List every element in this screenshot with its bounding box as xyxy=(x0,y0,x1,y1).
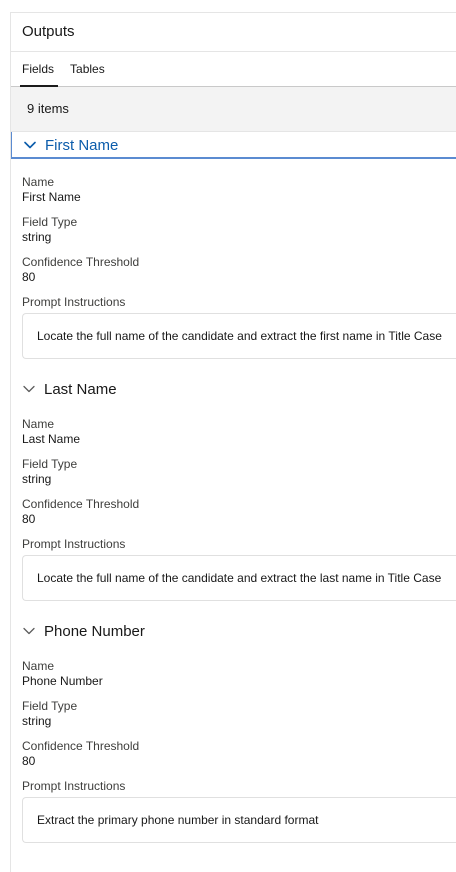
section-title: First Name xyxy=(45,136,119,154)
outputs-panel xyxy=(10,12,456,872)
field-value-field-type: string xyxy=(22,472,52,486)
field-label-confidence: Confidence Threshold xyxy=(22,739,140,753)
section-title: Phone Number xyxy=(44,622,145,640)
prompt-instructions-box: Locate the full name of the candidate and extract the first name in Title Case xyxy=(22,313,456,359)
section-last-name xyxy=(11,375,456,601)
section-title: Last Name xyxy=(44,380,117,398)
item-count: 9 items xyxy=(11,87,456,132)
section-first-name xyxy=(11,132,456,359)
field-value-field-type: string xyxy=(22,714,52,728)
chevron-down-icon xyxy=(22,624,36,638)
field-value-confidence: 80 xyxy=(22,754,36,768)
section-toggle-phone-number[interactable] xyxy=(11,617,456,645)
panel-title: Outputs xyxy=(11,13,456,52)
field-label-prompt: Prompt Instructions xyxy=(22,537,126,551)
field-value-name: Phone Number xyxy=(22,674,103,688)
field-label-prompt: Prompt Instructions xyxy=(22,295,126,309)
field-label-field-type: Field Type xyxy=(22,215,78,229)
field-label-name: Name xyxy=(22,417,55,431)
field-value-confidence: 80 xyxy=(22,512,36,526)
prompt-instructions-box: Locate the full name of the candidate and extract the last name in Title Case xyxy=(22,555,456,601)
field-value-confidence: 80 xyxy=(22,270,36,284)
field-label-prompt: Prompt Instructions xyxy=(22,779,126,793)
field-value-name: Last Name xyxy=(22,432,81,446)
tab-bar xyxy=(11,52,456,87)
tab-tables[interactable]: Tables xyxy=(70,62,105,76)
section-toggle-first-name[interactable] xyxy=(11,132,456,159)
section-toggle-last-name[interactable] xyxy=(11,375,456,403)
field-label-field-type: Field Type xyxy=(22,699,78,713)
tab-fields[interactable]: Fields xyxy=(22,52,54,86)
prompt-instructions-box: Extract the primary phone number in standard format xyxy=(22,797,456,843)
field-label-name: Name xyxy=(22,659,55,673)
field-label-confidence: Confidence Threshold xyxy=(22,497,140,511)
field-label-field-type: Field Type xyxy=(22,457,78,471)
section-phone-number xyxy=(11,617,456,843)
field-label-name: Name xyxy=(22,175,55,189)
field-label-confidence: Confidence Threshold xyxy=(22,255,140,269)
field-value-name: First Name xyxy=(22,190,81,204)
chevron-down-icon xyxy=(22,382,36,396)
chevron-down-icon xyxy=(23,138,37,152)
field-value-field-type: string xyxy=(22,230,52,244)
